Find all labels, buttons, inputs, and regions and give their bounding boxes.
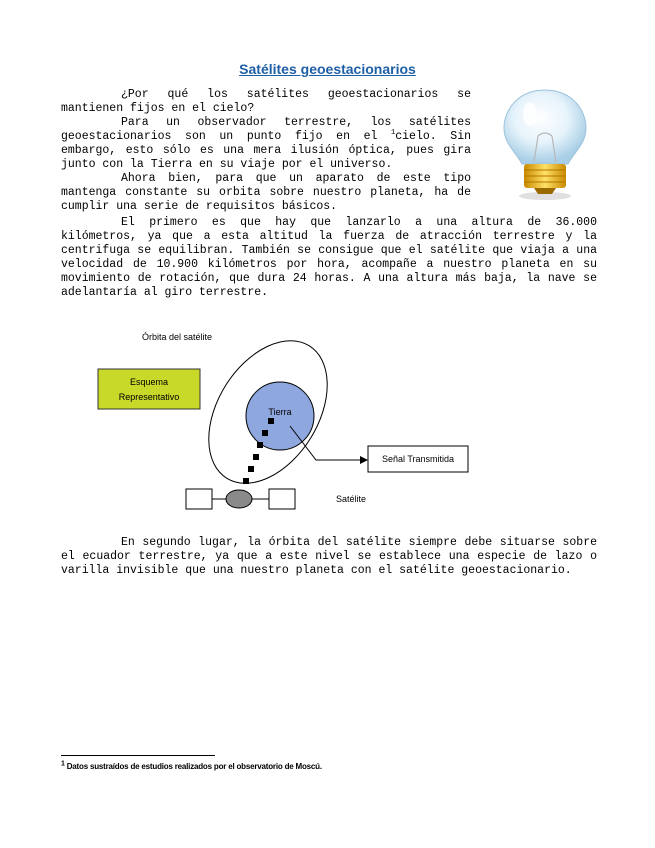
observer-text-a: Para un observador terrestre, los satélites geoestacionarios son un punto fijo en el xyxy=(61,116,471,143)
scheme-label-line-1: Esquema xyxy=(129,377,169,387)
footnote-reference: 1 xyxy=(391,129,396,138)
footnote-mark: 1 xyxy=(61,760,65,768)
body-paragraph-2 xyxy=(61,536,597,578)
scheme-box xyxy=(98,369,200,409)
satellite-icon xyxy=(186,489,295,509)
footnote xyxy=(61,762,601,771)
earth-label: Tierra xyxy=(268,407,292,417)
scheme-label-line-2: Representativo xyxy=(118,392,180,402)
satellite-label: Satélite xyxy=(336,494,367,504)
page-title: Satélites geoestacionarios xyxy=(239,61,416,77)
second-requirement-text: En segundo lugar, la órbita del satélite siempre debe situarse sobre el ecuador terrestre, ya que a este nivel se establece una especie de lazo o varilla invisible que una nuestro planeta con el satélite geoestacionario. xyxy=(61,536,597,577)
footnote-text: Datos sustraídos de estudios realizados por el observatorio de Moscú. xyxy=(64,762,322,771)
footnote-separator xyxy=(61,755,215,756)
orbit-label: Órbita del satélite xyxy=(142,332,213,342)
intro-requirements-paragraph: Ahora bien, para que un aparato de este tipo mantenga constante su orbita sobre nuestro planeta, ha de cumplir una serie de requisitos básicos. xyxy=(61,172,471,213)
signal-arrowhead xyxy=(360,456,368,464)
observer-text-b: cielo. Sin embargo, esto sólo es una mera ilusión óptica, pues gira junto con la Tierra en su viaje por el universo. xyxy=(61,130,471,171)
intro-question: ¿Por qué los satélites geoestacionarios se mantienen fijos en el cielo? xyxy=(61,88,471,115)
first-requirement-text: El primero es que hay que lanzarlo a una altura de 36.000 kilómetros, ya que a esta altitud la fuerza de atracción terrestre y la centrifuga se equilibran. También se consigue que el satélite que viaja a una velocidad de 10.900 kilómetros por hora, acompañe a nuestro planeta en su movimiento de rotación, que dura 24 horas. A una altura más baja, la nave se adelantaría al giro terrestre. xyxy=(61,216,597,299)
signal-label: Señal Transmitida xyxy=(381,454,455,464)
